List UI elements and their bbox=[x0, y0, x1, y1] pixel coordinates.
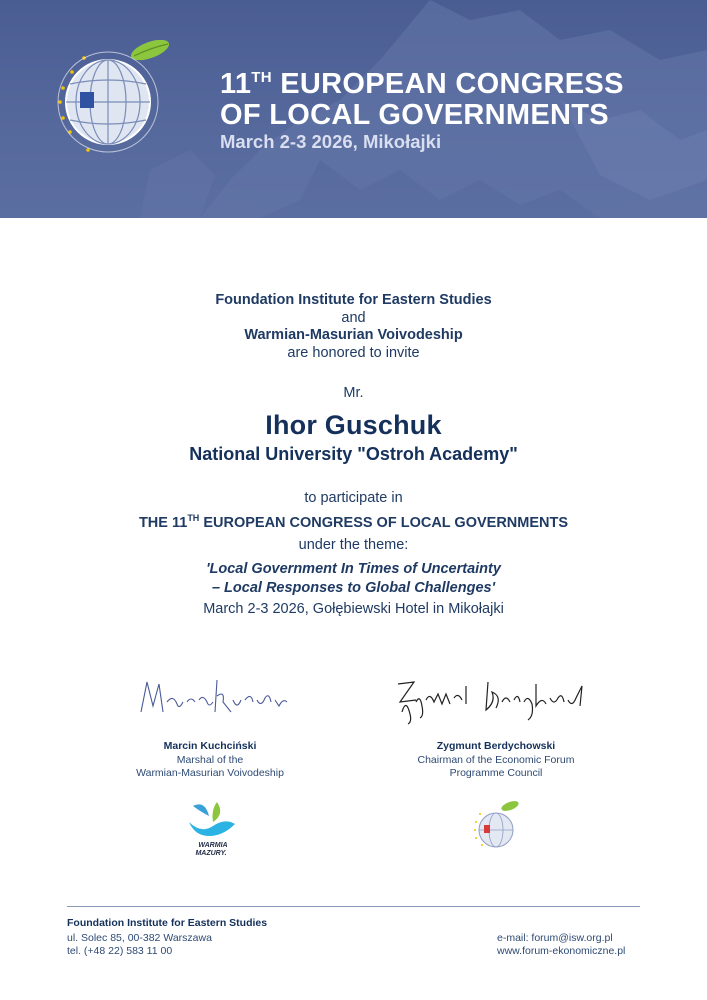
signature-kuchcinski bbox=[133, 672, 293, 722]
header-banner bbox=[0, 0, 707, 218]
signatory-right bbox=[366, 740, 626, 780]
svg-text:WARMIA: WARMIA bbox=[198, 842, 228, 849]
banner-title-line2: OF LOCAL GOVERNMENTS bbox=[220, 99, 609, 131]
invitee-name: Ihor Guschuk bbox=[265, 410, 442, 440]
signatory-left bbox=[80, 740, 340, 780]
banner-title-number: 11 bbox=[220, 68, 252, 100]
congress-globe-logo bbox=[50, 40, 180, 175]
banner-title bbox=[220, 62, 624, 131]
svg-text:MAZURY.: MAZURY. bbox=[195, 850, 227, 857]
footer-address: ul. Solec 85, 00-382 Warszawa bbox=[67, 932, 212, 944]
banner-date-place: March 2-3 2026, Mikołajki bbox=[220, 131, 442, 152]
congress-name-ordinal: TH bbox=[187, 513, 200, 523]
banner-title-ordinal: TH bbox=[251, 69, 272, 86]
footer-organization: Foundation Institute for Eastern Studies bbox=[67, 917, 268, 929]
warmia-mazury-logo bbox=[183, 800, 243, 858]
banner-title-line1: EUROPEAN CONGRESS bbox=[271, 68, 624, 100]
footer-divider bbox=[67, 906, 640, 907]
footer-phone: tel. (+48 22) 583 11 00 bbox=[67, 945, 173, 957]
signatory-right-role-line2: Programme Council bbox=[449, 767, 543, 779]
date-and-venue: March 2-3 2026, Gołębiewski Hotel in Mikołajki bbox=[203, 601, 504, 617]
economic-forum-logo bbox=[470, 800, 525, 855]
invitee-affiliation: National University "Ostroh Academy" bbox=[189, 444, 518, 464]
participate-text: to participate in bbox=[304, 490, 403, 506]
signatory-right-name: Zygmunt Berdychowski bbox=[436, 740, 556, 752]
signatory-left-name: Marcin Kuchciński bbox=[163, 740, 257, 752]
footer-website[interactable]: www.forum-ekonomiczne.pl bbox=[497, 945, 626, 957]
theme-line-1: 'Local Government In Times of Uncertainty bbox=[206, 561, 501, 577]
signatory-right-role-line1: Chairman of the Economic Forum bbox=[417, 754, 575, 766]
congress-name-prefix: THE 11 bbox=[138, 514, 188, 531]
footer-email[interactable]: e-mail: forum@isw.org.pl bbox=[497, 932, 613, 944]
footer-contact-right bbox=[497, 932, 625, 958]
congress-name bbox=[0, 513, 707, 531]
signatory-left-role-line1: Marshal of the bbox=[176, 754, 244, 766]
conjunction-and: and bbox=[341, 310, 366, 326]
honored-text: are honored to invite bbox=[287, 345, 420, 361]
congress-name-rest: EUROPEAN CONGRESS OF LOCAL GOVERNMENTS bbox=[199, 514, 569, 531]
salutation: Mr. bbox=[343, 385, 364, 401]
footer-contact-left bbox=[67, 932, 212, 958]
host-organization-1: Foundation Institute for Eastern Studies bbox=[215, 292, 492, 308]
signature-berdychowski bbox=[392, 672, 602, 727]
theme-line-2: – Local Responses to Global Challenges' bbox=[211, 580, 496, 596]
host-organization-2: Warmian-Masurian Voivodeship bbox=[244, 327, 463, 343]
signatory-left-role-line2: Warmian-Masurian Voivodeship bbox=[136, 767, 284, 779]
under-theme-text: under the theme: bbox=[298, 537, 409, 553]
